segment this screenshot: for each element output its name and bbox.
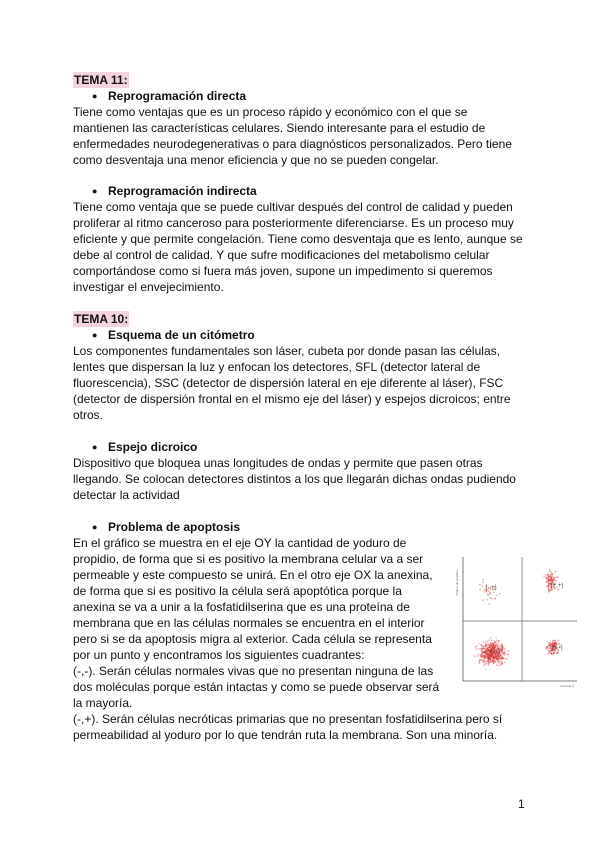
- bullet-dot-icon: ●: [92, 186, 98, 196]
- text-line: proliferar al ritmo canceroso para posteriormente diferenciarse. Es un proceso muy: [73, 216, 514, 230]
- scatter-dot: [486, 643, 488, 645]
- scatter-dot: [548, 585, 550, 587]
- text-line: detectar la actividad: [73, 488, 180, 502]
- scatter-dot: [545, 647, 547, 649]
- scatter-dot: [496, 640, 498, 642]
- scatter-dot: [488, 658, 490, 660]
- bullet-dot-icon: ●: [92, 330, 98, 340]
- scatter-dot: [475, 646, 477, 648]
- text-line: llegando. Se colocan detectores distintos a los que llegarán dichas ondas pudiendo: [73, 472, 516, 486]
- scatter-dot: [487, 640, 489, 642]
- scatter-dot: [548, 650, 550, 652]
- scatter-dot: [478, 654, 480, 656]
- scatter-dot: [483, 641, 485, 643]
- scatter-dot: [504, 648, 506, 650]
- scatter-dot: [494, 642, 496, 644]
- text-line: comportándose como si fuera más joven, supone un impedimento si queremos: [73, 264, 493, 278]
- scatter-dot: [548, 580, 550, 582]
- scatter-dot: [548, 591, 550, 593]
- scatter-dot: [483, 652, 485, 654]
- scatter-dot: [490, 661, 492, 663]
- text-line: Dispositivo que bloquea unas longitudes de ondas y permite que pasen otras: [73, 456, 483, 470]
- scatter-dot: [480, 645, 482, 647]
- text-line: permeabilidad al yoduro por lo que tendrán ruta la membrana. Son una minoría.: [73, 728, 498, 742]
- scatter-dot: [554, 640, 556, 642]
- scatter-dot: [479, 660, 481, 662]
- scatter-dot: [495, 661, 497, 663]
- text-line: (detector de dispersión frontal en el mismo eje del láser) y espejos dicroicos; entre: [73, 392, 511, 406]
- scatter-dot: [496, 664, 498, 666]
- scatter-dot: [498, 640, 500, 642]
- bullet-espejo-dicroico: [92, 439, 197, 455]
- paragraph-reprogramacion-directa: [73, 104, 512, 168]
- scatter-dot: [484, 648, 486, 650]
- text-line: mantienen las características celulares. Siendo interesante para el estudio de: [73, 121, 486, 135]
- scatter-dot: [552, 641, 554, 643]
- scatter-dot: [501, 656, 503, 658]
- scatter-dot: [543, 575, 545, 577]
- paragraph-espejo-dicroico: [73, 455, 516, 503]
- scatter-dot: [487, 594, 489, 596]
- text-line: pero si se da apoptosis migra al exterior. Cada célula se representa: [73, 632, 432, 646]
- scatter-dot: [495, 637, 497, 639]
- scatter-dot: [484, 660, 486, 662]
- scatter-dot: [480, 656, 482, 658]
- scatter-dot: [496, 595, 498, 597]
- paragraph-esquema-citometro: [73, 343, 511, 423]
- bullet-title: Esquema de un citómetro: [108, 328, 255, 342]
- scatter-dot: [499, 593, 501, 595]
- scatter-dot: [485, 646, 487, 648]
- scatter-dot: [551, 571, 553, 573]
- scatter-dot: [508, 650, 510, 652]
- scatter-dot: [504, 654, 506, 656]
- scatter-dot: [490, 637, 492, 639]
- text-line: permeable y este compuesto se unirá. En el otro eje OX la anexina,: [73, 568, 433, 582]
- scatter-dot: [497, 642, 499, 644]
- scatter-dot: [485, 663, 487, 665]
- scatter-dot: [485, 661, 487, 663]
- scatter-dot: [487, 647, 489, 649]
- scatter-dot: [550, 589, 552, 591]
- scatter-dot: [489, 593, 491, 595]
- page-number: 1: [518, 797, 525, 811]
- text-line: eficiente y que permite congelación. Tiene como desventaja que es lento, aunque se: [73, 232, 523, 246]
- bullet-title: Espejo dicroico: [108, 440, 198, 454]
- scatter-dot: [479, 584, 481, 586]
- scatter-dot: [555, 571, 557, 573]
- y-axis-label: Yoduro de propidio: [455, 570, 459, 596]
- scatter-dot: [551, 574, 553, 576]
- text-line: como desventaja una menor eficiencia y que no se pueden congelar.: [73, 153, 439, 167]
- scatter-dot: [547, 654, 549, 656]
- scatter-dot: [476, 648, 478, 650]
- bullet-esquema-citometro: [92, 327, 255, 343]
- text-line: la mayoría.: [73, 696, 133, 710]
- cytometry-dot-plot-figure: [453, 553, 578, 689]
- scatter-dot: [488, 661, 490, 663]
- scatter-dot: [502, 648, 504, 650]
- scatter-dot: [479, 589, 481, 591]
- scatter-dot: [492, 660, 494, 662]
- text-line: En el gráfico se muestra en el eje OY la cantidad de yoduro de: [73, 536, 407, 550]
- scatter-dot: [506, 659, 508, 661]
- scatter-dot: [476, 655, 478, 657]
- scatter-dot: [554, 577, 556, 579]
- scatter-dot: [500, 658, 502, 660]
- scatter-dot: [558, 589, 560, 591]
- text-line: membrana que en las células normales se encuentra en el interior: [73, 616, 425, 630]
- scatter-dot: [497, 660, 499, 662]
- scatter-dot: [485, 645, 487, 647]
- scatter-dot: [548, 576, 550, 578]
- scatter-dot: [476, 645, 478, 647]
- bullet-title: Problema de apoptosis: [108, 520, 241, 534]
- scatter-dot: [485, 641, 487, 643]
- scatter-dot: [490, 597, 492, 599]
- scatter-dot: [485, 669, 487, 671]
- scatter-dot: [488, 657, 490, 659]
- x-axis-label: Anexina V: [560, 684, 574, 688]
- quadrant-label-bottom-right: (+,-): [551, 645, 563, 651]
- scatter-dot: [474, 655, 476, 657]
- scatter-dot: [483, 599, 485, 601]
- scatter-dot: [550, 652, 552, 654]
- text-line: Tiene como ventaja que se puede cultivar después del control de calidad y pueden: [73, 200, 513, 214]
- scatter-dot: [491, 656, 493, 658]
- text-line: investigar el envejecimiento.: [73, 280, 224, 294]
- scatter-dot: [491, 598, 493, 600]
- scatter-dot: [547, 582, 549, 584]
- text-line: anexina se va a unir a la fosfatidilserina que es una proteína de: [73, 600, 410, 614]
- scatter-dot: [493, 646, 495, 648]
- scatter-dot: [485, 650, 487, 652]
- bullet-reprogramacion-indirecta: [92, 183, 257, 199]
- scatter-dot: [558, 642, 560, 644]
- quadrant-label-bottom-left: (-,-): [490, 649, 500, 655]
- scatter-dot: [488, 650, 490, 652]
- scatter-dot: [549, 580, 551, 582]
- scatter-dot: [549, 571, 551, 573]
- scatter-dot: [556, 652, 558, 654]
- scatter-dot: [504, 651, 506, 653]
- scatter-dot: [501, 644, 503, 646]
- scatter-dot: [493, 662, 495, 664]
- scatter-dot: [483, 646, 485, 648]
- scatter-dot: [495, 645, 497, 647]
- scatter-dot: [483, 665, 485, 667]
- scatter-dot: [553, 576, 555, 578]
- scatter-dot: [490, 642, 492, 644]
- scatter-dot: [478, 643, 480, 645]
- scatter-dot: [498, 662, 500, 664]
- text-line: por un punto y encontramos los siguientes cuadrantes:: [73, 648, 365, 662]
- scatter-dot: [479, 662, 481, 664]
- scatter-dot: [482, 579, 484, 581]
- scatter-dot: [548, 587, 550, 589]
- scatter-dot: [547, 642, 549, 644]
- scatter-dot: [482, 585, 484, 587]
- paragraph-problema-apoptosis: [73, 535, 502, 743]
- scatter-dot: [545, 574, 547, 576]
- text-line: Tiene como ventajas que es un proceso rápido y económico con el que se: [73, 105, 468, 119]
- scatter-dot: [487, 653, 489, 655]
- scatter-dot: [558, 640, 560, 642]
- bullet-reprogramacion-directa: [92, 88, 246, 104]
- scatter-dot: [488, 603, 490, 605]
- quadrant-label-top-right: (+,+): [550, 583, 564, 589]
- scatter-dot: [550, 642, 552, 644]
- scatter-dot: [483, 591, 485, 593]
- scatter-dot: [485, 653, 487, 655]
- scatter-dot: [487, 660, 489, 662]
- tema-11-heading: TEMA 11:: [74, 73, 128, 87]
- scatter-dot: [499, 656, 501, 658]
- scatter-dot: [492, 642, 494, 644]
- scatter-dot: [546, 586, 548, 588]
- scatter-dot: [482, 648, 484, 650]
- scatter-dot: [549, 569, 551, 571]
- scatter-dot: [490, 592, 492, 594]
- scatter-dot: [483, 656, 485, 658]
- scatter-dot: [488, 645, 490, 647]
- scatter-dot: [487, 648, 489, 650]
- scatter-dot: [482, 659, 484, 661]
- scatter-dot: [501, 662, 503, 664]
- scatter-dot: [482, 661, 484, 663]
- text-line: lentes que dispersan la luz y enfocan los detectores, SFL (detector lateral de: [73, 360, 481, 374]
- scatter-dot: [494, 658, 496, 660]
- scatter-dot: [502, 647, 504, 649]
- paragraph-reprogramacion-indirecta: [73, 199, 523, 295]
- tema-10-heading: TEMA 10:: [74, 312, 129, 326]
- scatter-dot: [553, 651, 555, 653]
- text-line: de forma que si es positivo la célula será apoptótica porque la: [73, 584, 402, 598]
- scatter-dot: [504, 661, 506, 663]
- bullet-title: Reprogramación indirecta: [108, 184, 257, 198]
- scatter-dot: [491, 640, 493, 642]
- text-line: Los componentes fundamentales son láser, cubeta por donde pasan las células,: [73, 344, 500, 358]
- bullet-dot-icon: ●: [92, 91, 98, 101]
- quadrant-label-top-left: (-,+): [485, 585, 497, 591]
- scatter-dot: [495, 656, 497, 658]
- text-line: (-,+). Serán células necróticas primarias que no presentan fosfatidilserina pero sí: [73, 712, 503, 726]
- text-line: enfermedades neurodegenerativas o para diagnósticos personalizados. Pero tiene: [73, 137, 512, 151]
- bullet-title: Reprogramación directa: [108, 89, 247, 103]
- scatter-dot: [484, 663, 486, 665]
- scatter-dot: [497, 646, 499, 648]
- scatter-dot: [552, 653, 554, 655]
- text-line: propidio, de forma que si es positivo la membrana celular va a ser: [73, 552, 424, 566]
- scatter-dot: [489, 657, 491, 659]
- scatter-dot: [553, 578, 555, 580]
- text-line: (-,-). Serán células normales vivas que no presentan ninguna de las: [73, 664, 434, 678]
- text-line: fluorescencia), SSC (detector de dispersión lateral en eje diferente al láser), FSC: [73, 376, 504, 390]
- scatter-dot: [545, 577, 547, 579]
- scatter-dot: [493, 592, 495, 594]
- scatter-dot: [500, 647, 502, 649]
- text-line: dos moléculas porque están intactas y como se puede observar será: [73, 680, 440, 694]
- scatter-dot: [557, 576, 559, 578]
- scatter-dot: [490, 644, 492, 646]
- scatter-dot: [552, 579, 554, 581]
- scatter-dot: [482, 582, 484, 584]
- scatter-dot: [498, 665, 500, 667]
- scatter-dot: [494, 598, 496, 600]
- scatter-dot: [487, 599, 489, 601]
- scatter-dot: [500, 645, 502, 647]
- bullet-dot-icon: ●: [92, 442, 98, 452]
- scatter-dot: [548, 589, 550, 591]
- scatter-dot: [479, 648, 481, 650]
- scatter-dot: [496, 658, 498, 660]
- bullet-problema-apoptosis: [92, 519, 240, 535]
- scatter-dot: [489, 639, 491, 641]
- scatter-dot: [492, 645, 494, 647]
- scatter-dot: [550, 577, 552, 579]
- scatter-dot: [548, 652, 550, 654]
- text-line: otros.: [73, 408, 104, 422]
- bullet-dot-icon: ●: [92, 522, 98, 532]
- scatter-dot: [553, 642, 555, 644]
- text-line: debe al control de calidad. Y que sufre modificaciones del metabolismo celular: [73, 248, 490, 262]
- scatter-dot: [555, 580, 557, 582]
- scatter-dot: [507, 654, 509, 656]
